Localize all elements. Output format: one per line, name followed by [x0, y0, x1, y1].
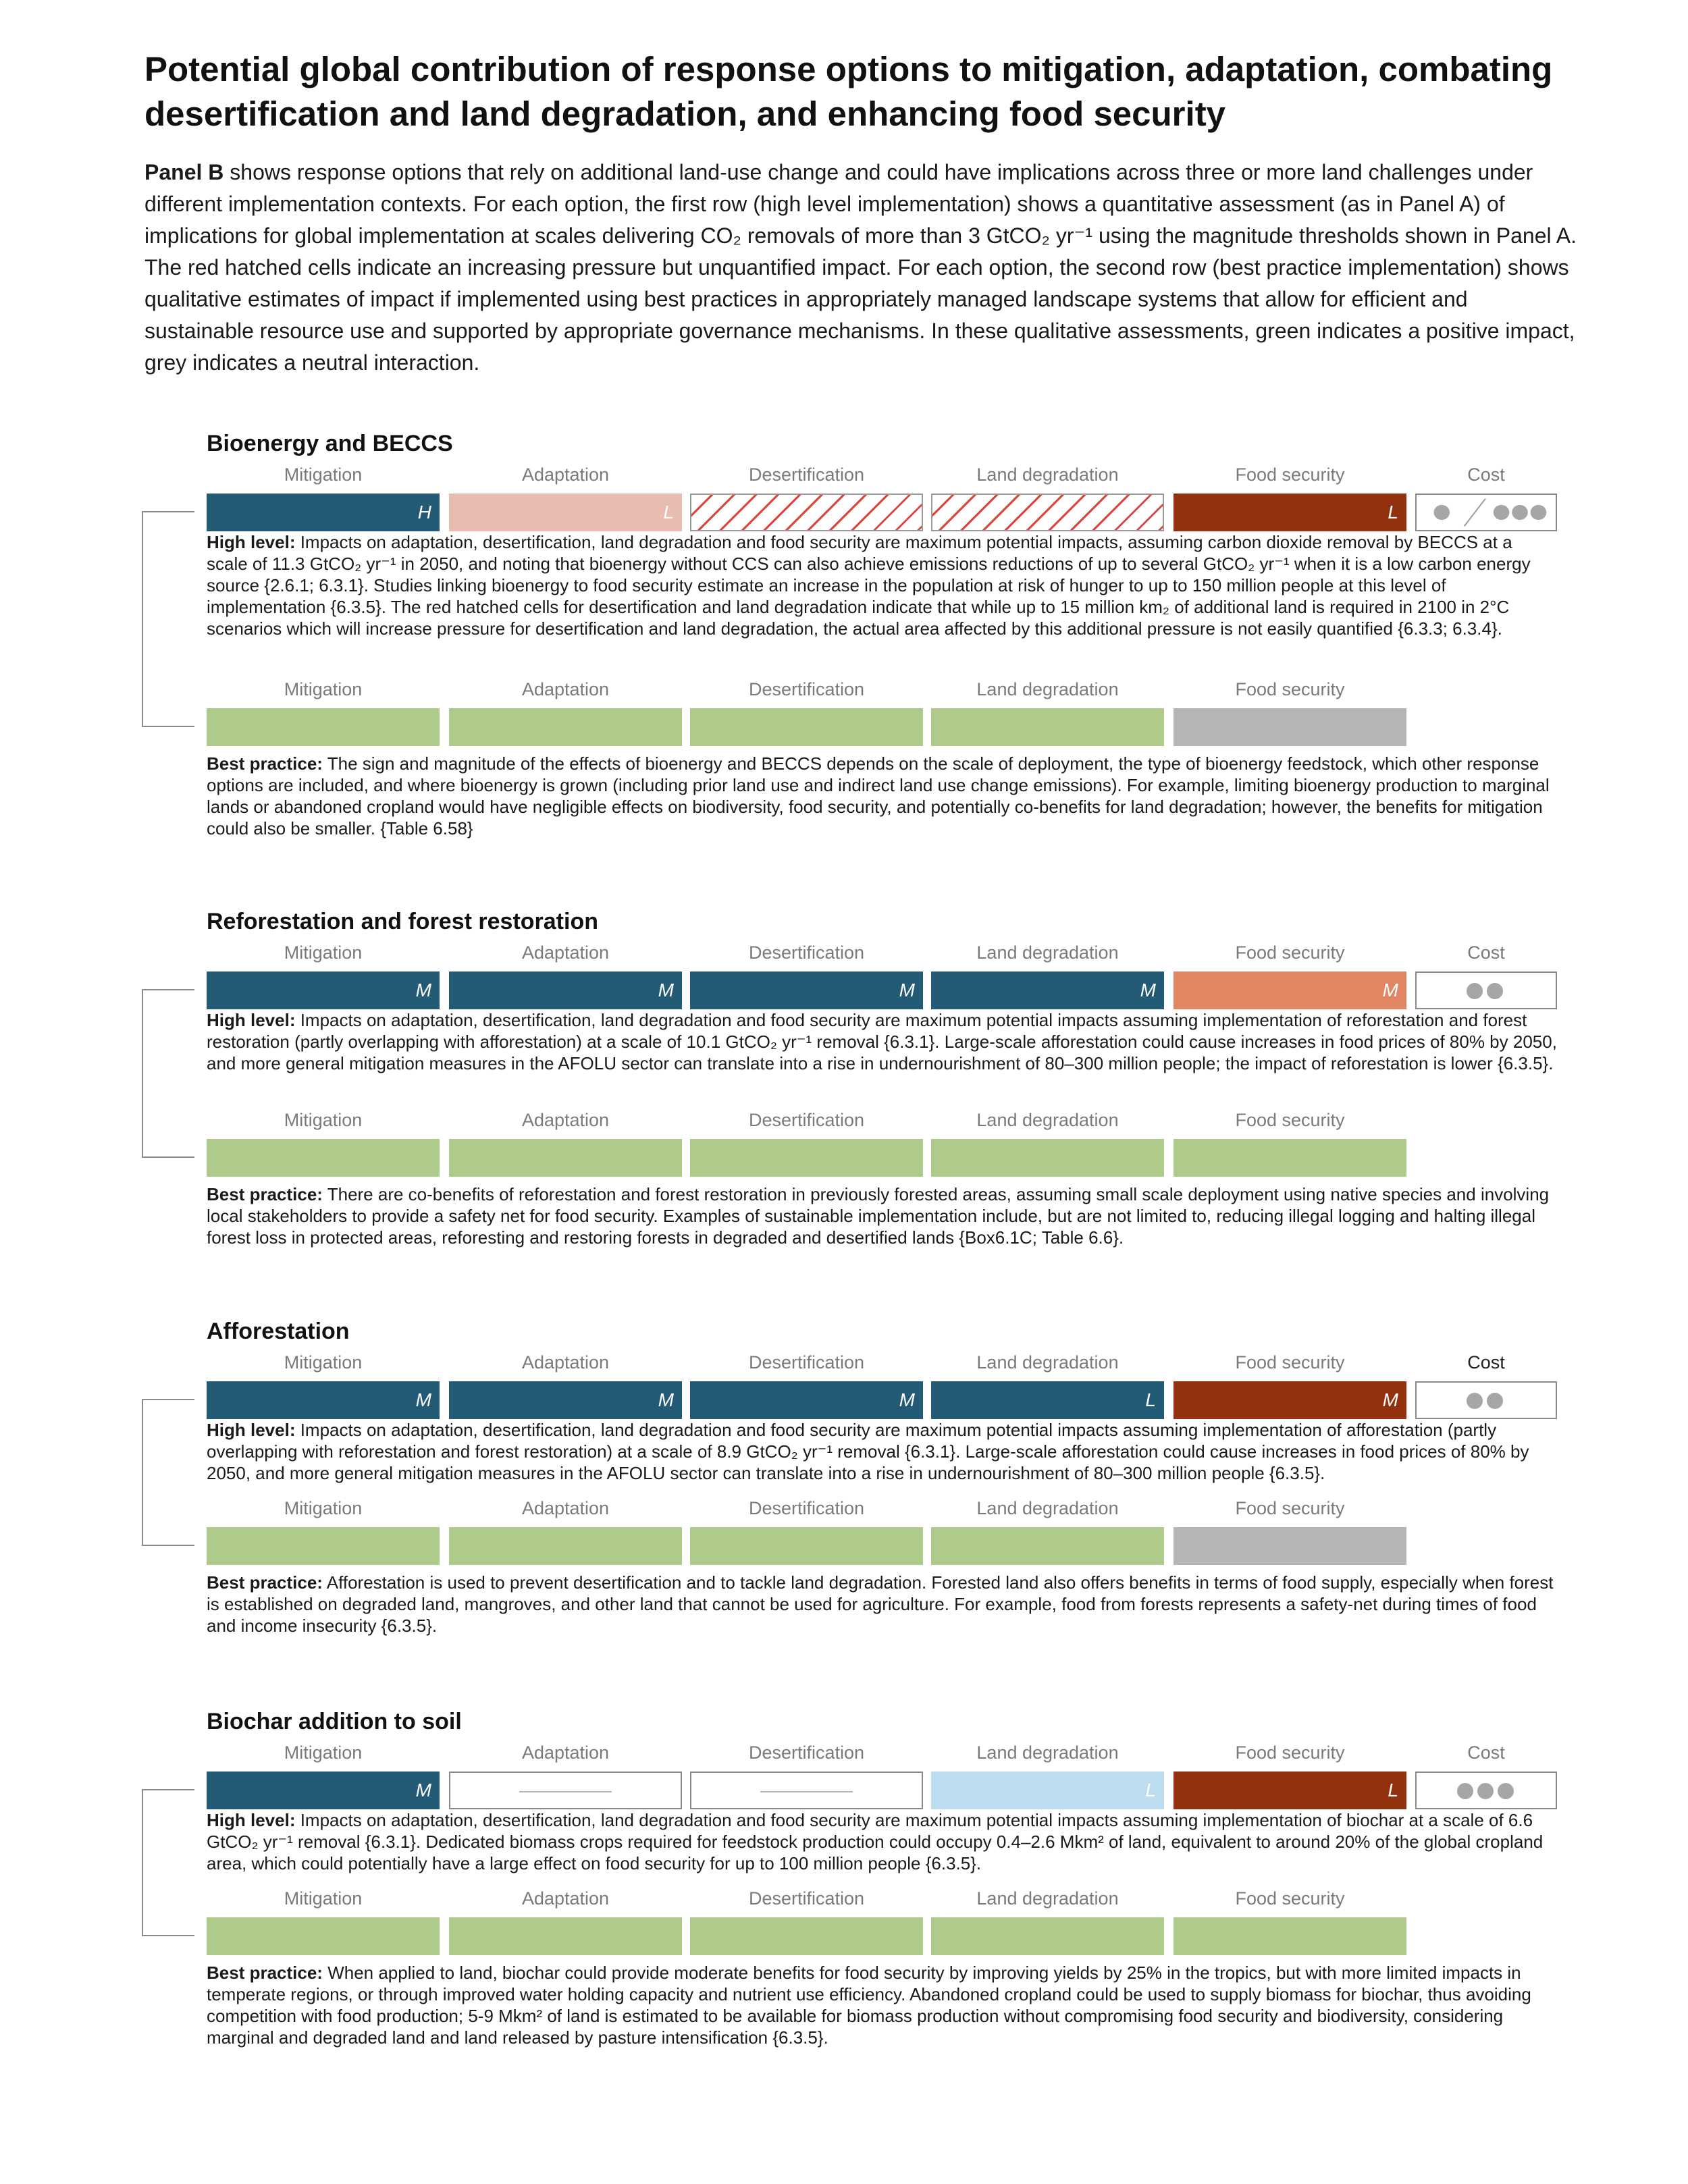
hatched-pressure-cell [931, 494, 1164, 531]
page-title: Potential global contribution of response options to mitigation, adaptation, combating desertification and land degradation, and enhancing food security [144, 50, 1553, 133]
best-practice-text: The sign and magnitude of the effects of bioenergy and BECCS depends on the scale of deployment, the type of bioenergy feedstock, which other response options are included, and where bioenergy is grown (including prior land use and indirect land use change emissions). For example, limiting bioenergy production to marginal lands or abandoned cropland would have negligible effects on biodiversity, food security, and potentially co-benefits for land degradation; however, the benefits for mitigation could also be smaller. {Table 6.58} [207, 753, 1550, 838]
cost-cell [1415, 494, 1557, 531]
column-header: Adaptation [521, 1110, 610, 1130]
column-header: Land degradation [976, 1352, 1119, 1373]
cost-dot [1457, 1783, 1473, 1799]
cost-dot [1467, 1393, 1483, 1409]
best-practice-cell [207, 1917, 440, 1955]
high-level-description [207, 1009, 1557, 1074]
cost-dot [1512, 505, 1528, 520]
row-bracket [142, 511, 194, 727]
best-practice-cell [207, 708, 440, 746]
column-header: Desertification [748, 1742, 865, 1763]
column-header: Land degradation [976, 464, 1119, 485]
cost-dot [1487, 1393, 1503, 1409]
best-practice-cell [931, 708, 1164, 746]
high-level-text: Impacts on adaptation, desertification, land degradation and food security are maximum potential impacts assuming implementation of biochar at a scale of 6.6 GtCO₂ yr⁻¹ removal {6.3.1}. Dedicated biomass crops required for feedstock production could occupy 0.4–2.6 Mkm² of land, equivalent to around 20% of the global cropland area, which could potentially have a large effect on food security for up to 100 million people {6.3.5}. [207, 1810, 1544, 1873]
column-header: Adaptation [521, 1498, 610, 1518]
cost-dots [1467, 1393, 1503, 1409]
best-practice-description [207, 1962, 1557, 2048]
row-bracket [142, 1399, 194, 1546]
cost-dot [1487, 983, 1503, 999]
best-practice-cell [1173, 1527, 1406, 1565]
best-practice-cell [931, 1139, 1164, 1177]
cost-range-graphic [1417, 495, 1556, 530]
column-header: Adaptation [521, 1888, 610, 1909]
impact-cell [449, 494, 682, 531]
column-header: Adaptation [521, 464, 610, 485]
cost-cell [1415, 1772, 1557, 1809]
section-title: Biochar addition to soil [207, 1709, 462, 1734]
column-header: Food security [1235, 1742, 1345, 1763]
best-practice-cell [449, 1139, 682, 1177]
section-title: Afforestation [207, 1319, 350, 1344]
magnitude-label: M [899, 1389, 915, 1410]
best-practice-cell [207, 1139, 440, 1177]
best-practice-cell [690, 1917, 923, 1955]
no-data-dash [760, 1791, 852, 1792]
best-practice-cell [931, 1527, 1164, 1565]
magnitude-label: L [1388, 1780, 1398, 1801]
best-practice-cell [1173, 708, 1406, 746]
magnitude-label: L [1145, 1780, 1156, 1801]
best-practice-description [207, 1572, 1557, 1636]
magnitude-label: L [1388, 502, 1398, 523]
impact-cell [449, 971, 682, 1009]
best-practice-text: There are co-benefits of reforestation and forest restoration in previously forested areas, assuming small scale deployment using native species and involving local stakeholders to provide a safety net for food security. Examples of sustainable implementation include, but are not limited to, reducing illegal logging and halting illegal forest loss in protected areas, reforesting and restoring forests in degraded and desertified lands {Box6.1C; Table 6.6}. [207, 1184, 1550, 1248]
column-header: Food security [1235, 464, 1345, 485]
column-header: Mitigation [284, 1110, 363, 1130]
column-header: Mitigation [284, 1742, 363, 1763]
column-header: Adaptation [521, 1742, 610, 1763]
column-header: Mitigation [284, 942, 363, 963]
best-practice-label: Best practice: [207, 753, 323, 774]
cost-dots [1467, 983, 1503, 999]
high-level-description [207, 531, 1557, 639]
cost-dot-low [1434, 505, 1450, 520]
magnitude-label: M [1382, 980, 1398, 1001]
high-level-text: Impacts on adaptation, desertification, land degradation and food security are maximum potential impacts assuming implementation of afforestation (partly overlapping with reforestation and forest restoration) at a scale of 8.9 GtCO₂ yr⁻¹ removal {6.3.1}. Large-scale afforestation could cause increases in food prices of 80% by 2050, and more general mitigation measures in the AFOLU sector can translate into a rise in undernourishment of 80–300 million people {6.3.5}. [207, 1420, 1529, 1483]
column-header: Cost [1467, 1742, 1505, 1763]
column-header: Cost [1467, 1352, 1505, 1373]
intro-text: shows response options that rely on additional land-use change and could have implications across three or more land challenges under different implementation contexts. For each option, the first row (high level implementation) shows a quantitative assessment (as in Panel A) of implications for global implementation at scales delivering CO₂ removals of more than 3 GtCO₂ yr⁻¹ using the magnitude thresholds shown in Panel A. The red hatched cells indicate an increasing pressure but unquantified impact. For each option, the second row (best practice implementation) shows qualitative estimates of impact if implemented using best practices in appropriately managed landscape systems that allow for efficient and sustainable resource use and supported by appropriate governance mechanisms. In these qualitative assessments, green indicates a positive impact, grey indicates a neutral interaction. [144, 160, 1577, 375]
best-practice-cell [931, 1917, 1164, 1955]
best-practice-cell [690, 1527, 923, 1565]
best-practice-description [207, 753, 1557, 839]
column-header: Food security [1235, 1498, 1345, 1518]
impact-cell [690, 1381, 923, 1419]
column-header: Land degradation [976, 942, 1119, 963]
impact-cell [207, 971, 440, 1009]
cost-dot [1467, 983, 1483, 999]
column-header: Desertification [748, 1888, 865, 1909]
no-data-cell [449, 1772, 682, 1809]
row-bracket [142, 1789, 194, 1936]
column-header: Adaptation [521, 679, 610, 699]
magnitude-label: M [415, 980, 431, 1001]
magnitude-label: H [417, 502, 431, 523]
high-level-description [207, 1809, 1557, 1874]
high-level-label: High level: [207, 1420, 296, 1440]
magnitude-label: M [899, 980, 915, 1001]
magnitude-label: M [658, 980, 674, 1001]
intro-lead: Panel B [144, 160, 224, 184]
impact-cell [931, 1772, 1164, 1809]
no-data-cell [690, 1772, 923, 1809]
impact-cell [1173, 494, 1406, 531]
high-level-label: High level: [207, 1010, 296, 1030]
impact-cell [931, 971, 1164, 1009]
column-header: Land degradation [976, 1110, 1119, 1130]
best-practice-cell [1173, 1917, 1406, 1955]
magnitude-label: M [658, 1389, 674, 1410]
column-header: Desertification [748, 464, 865, 485]
cost-dot [1531, 505, 1547, 520]
high-level-label: High level: [207, 532, 296, 552]
row-bracket [142, 989, 194, 1158]
column-header: Desertification [748, 1498, 865, 1518]
column-header: Mitigation [284, 464, 363, 485]
best-practice-text: When applied to land, biochar could provide moderate benefits for food security by improving yields by 25% in the tropics, but with more limited impacts in temperate regions, or through improved water holding capacity and nutrient use efficiency. Abandoned cropland could be used to supply biomass for biochar, thus avoiding competition with food production; 5-9 Mkm² of land is estimated to be available for biomass production without compromising food security and biodiversity, considering marginal and degraded land and land released by pasture intensification {6.3.5}. [207, 1963, 1531, 2048]
magnitude-label: M [1140, 980, 1156, 1001]
magnitude-label: M [1382, 1389, 1398, 1410]
column-header: Cost [1467, 942, 1505, 963]
column-header: Cost [1467, 464, 1505, 485]
section-title: Bioenergy and BECCS [207, 431, 453, 456]
cost-dots [1457, 1783, 1514, 1799]
cost-dot [1498, 1783, 1514, 1799]
best-practice-cell [207, 1527, 440, 1565]
cost-range-divider [1465, 499, 1485, 527]
column-header: Mitigation [284, 679, 363, 699]
column-header: Food security [1235, 679, 1345, 699]
hatched-pressure-cell [690, 494, 923, 531]
best-practice-description [207, 1183, 1557, 1248]
impact-cell [207, 1381, 440, 1419]
best-practice-cell [1173, 1139, 1406, 1177]
column-header: Food security [1235, 1352, 1345, 1373]
best-practice-cell [449, 708, 682, 746]
column-header: Mitigation [284, 1888, 363, 1909]
cost-dot [1477, 1783, 1494, 1799]
high-level-description [207, 1419, 1557, 1484]
impact-cell [449, 1381, 682, 1419]
best-practice-label: Best practice: [207, 1963, 323, 1983]
column-header: Desertification [748, 679, 865, 699]
high-level-text: Impacts on adaptation, desertification, land degradation and food security are maximum potential impacts, assuming carbon dioxide removal by BECCS at a scale of 11.3 GtCO₂ yr⁻¹ in 2050, and noting that bioenergy without CCS can also achieve emissions reductions of up to several GtCO₂ yr⁻¹ when it is a low carbon energy source {2.6.1; 6.3.1}. Studies linking bioenergy to food security estimate an increase in the population at risk of hunger to up to 150 million people at this level of implementation {6.3.5}. The red hatched cells for desertification and land degradation indicate that while up to 15 million km₂ of additional land is required in 2100 in 2°C scenarios which will increase pressure for desertification and land degradation, the actual area affected by this additional pressure is not easily quantified {6.3.3; 6.3.4}. [207, 532, 1531, 639]
column-header: Food security [1235, 942, 1345, 963]
magnitude-label: L [1145, 1389, 1156, 1410]
column-header: Land degradation [976, 679, 1119, 699]
magnitude-label: L [663, 502, 674, 523]
column-header: Land degradation [976, 1742, 1119, 1763]
magnitude-label: M [415, 1389, 431, 1410]
column-header: Land degradation [976, 1888, 1119, 1909]
column-header: Adaptation [521, 1352, 610, 1373]
column-header: Mitigation [284, 1352, 363, 1373]
column-header: Food security [1235, 1888, 1345, 1909]
best-practice-cell [449, 1527, 682, 1565]
column-header: Food security [1235, 1110, 1345, 1130]
best-practice-cell [690, 708, 923, 746]
impact-cell [207, 1772, 440, 1809]
column-header: Land degradation [976, 1498, 1119, 1518]
cost-cell [1415, 971, 1557, 1009]
impact-cell [1173, 1381, 1406, 1419]
intro-paragraph [144, 157, 1583, 379]
cost-cell [1415, 1381, 1557, 1419]
best-practice-cell [690, 1139, 923, 1177]
impact-cell [931, 1381, 1164, 1419]
section-title: Reforestation and forest restoration [207, 909, 598, 934]
best-practice-label: Best practice: [207, 1184, 323, 1204]
column-header: Adaptation [521, 942, 610, 963]
high-level-text: Impacts on adaptation, desertification, land degradation and food security are maximum potential impacts assuming implementation of reforestation and forest restoration (partly overlapping with afforestation) at a scale of 10.1 GtCO₂ yr⁻¹ removal {6.3.1}. Large-scale afforestation could cause increases in food prices of 80% by 2050, and more general mitigation measures in the AFOLU sector can translate into a rise in undernourishment of 80–300 million people; the impact of reforestation is lower {6.3.5}. [207, 1010, 1557, 1073]
impact-cell [1173, 1772, 1406, 1809]
column-header: Desertification [748, 1110, 865, 1130]
column-header: Desertification [748, 1352, 865, 1373]
column-header: Desertification [748, 942, 865, 963]
high-level-label: High level: [207, 1810, 296, 1830]
column-header: Mitigation [284, 1498, 363, 1518]
impact-cell [1173, 971, 1406, 1009]
best-practice-text: Afforestation is used to prevent desertification and to tackle land degradation. Forested land also offers benefits in terms of food supply, especially when forest is established on degraded land, mangroves, and other land that cannot be used for agriculture. For example, food from forests represents a safety-net during times of food and income insecurity {6.3.5}. [207, 1572, 1554, 1636]
best-practice-label: Best practice: [207, 1572, 323, 1593]
no-data-dash [519, 1791, 611, 1792]
cost-dot [1494, 505, 1510, 520]
impact-cell [207, 494, 440, 531]
impact-cell [690, 971, 923, 1009]
best-practice-cell [449, 1917, 682, 1955]
magnitude-label: M [415, 1780, 431, 1801]
